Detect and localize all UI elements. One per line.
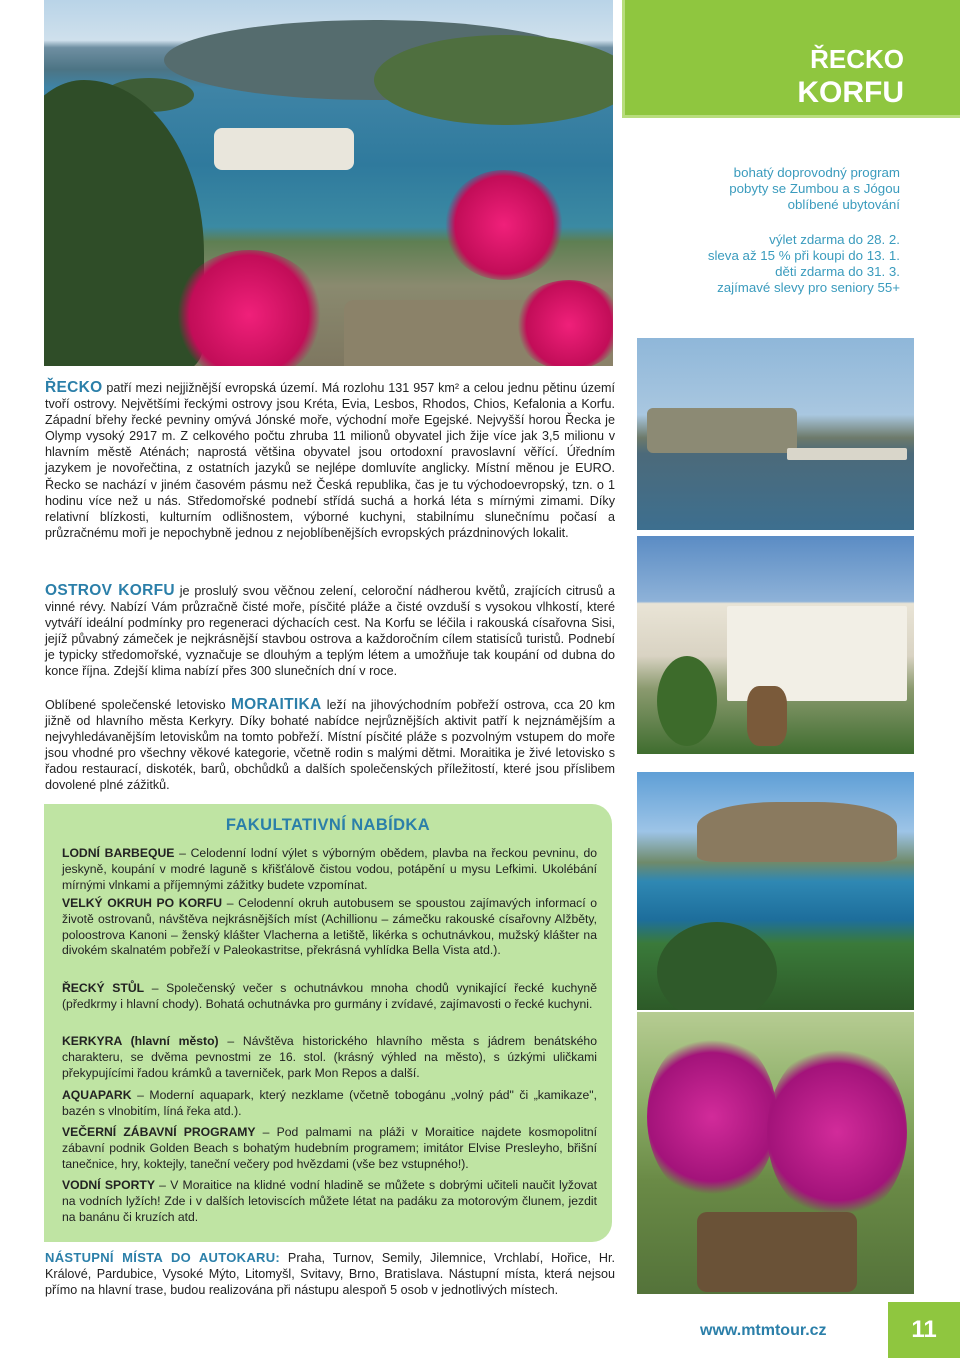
photo-bougainvillea-arches bbox=[637, 1012, 914, 1294]
offer-name: ŘECKÝ STŮL bbox=[62, 981, 145, 995]
monastery-islet bbox=[214, 128, 354, 170]
departure-text: Praha, Turnov, Semily, Jilemnice, Vrchlabí, Hořice, Hr. Králové, Pardubice, Vysoké Mýto, Litomyšl, Svitavy, Brno, Bratislava. Nástupní místa, která nejsou přímo na hlavní trase, budou realizována při nástupu alespoň 5 osob v jednotlivých místech. bbox=[45, 1251, 615, 1298]
deals-list bbox=[708, 232, 900, 296]
photo-achillion-palace bbox=[637, 536, 914, 754]
moraitika-lead: MORAITIKA bbox=[230, 696, 322, 713]
fortress-hill bbox=[697, 802, 897, 862]
bougainvillea-flowers bbox=[174, 250, 324, 366]
moraitika-paragraph bbox=[45, 697, 615, 794]
deal-item: děti zdarma do 31. 3. bbox=[775, 264, 900, 279]
offer-name: LODNÍ BARBEQUE bbox=[62, 846, 175, 860]
offer-text: – Návštěva historického hlavního města s jádrem benátského charakteru, se dvěma pevnostmi ze 16. stol. (krásný výhled na město), s úzkými uličkami překypujícími řadou krámků a taverniček, park Mon Repos a další. bbox=[62, 1034, 597, 1080]
photo-kerkyra-harbour bbox=[637, 338, 914, 530]
korfu-lead: OSTROV KORFU bbox=[45, 582, 175, 599]
deal-item: výlet zdarma do 28. 2. bbox=[769, 232, 900, 247]
deal-item: zajímavé slevy pro seniory 55+ bbox=[717, 280, 900, 295]
departure-lead: NÁSTUPNÍ MÍSTA DO AUTOKARU: bbox=[45, 1250, 281, 1265]
moraitika-text: leží na jihovýchodním pobřeží ostrova, cca 20 km jižně od hlavního města Kerkyry. Díky bohaté nabídce nejrůznějších aktivit patří k nejznámějším a nejvyhledávanějším letoviskům na tomto pobřeží. Místní písčité pláže s pozvolným vstupem do moře jsou vhodné pro všechny věkové kategorie, včetně rodin s malými dětmi. Moraitika je živé letovisko s řadou restaurací, diskoték, barů, obchůdků a dalších společenských příležitostí, které jsou příslibem dovolené plné zážitků. bbox=[45, 698, 615, 793]
intro-text: patří mezi nejjižnější evropská území. Má rozlohu 131 957 km² a celou jednu pětinu území tvoří ostrovy. Největšími řeckými ostrovy jsou Kréta, Evia, Lesbos, Rhodos, Chios, Kefalonia a Korfu. Západní břehy řecké pevniny omývá Jónské moře, východní moře Egejské. Nejvyšší horou Řecka je Olymp vysoký 2917 m. Z celkového počtu zhruba 11 milionů obyvatel jich žije více jak 3,5 milionu v hlavním městě Aténách; naprostá většina obyvatel jsou ortodoxní pravoslavní věřící. Úředním jazykem je novořečtina, z ostatních jazyků se nejlépe domluvíte anglicky. Místní měnou je EURO. Řecko se nachází v jiném časovém pásmu než Česká republika, čas je tu východoevropský, tzn. o 1 hodinu více než u nás. Středomořské podnebí střídá suchá a horká léta s mírnými zimami. Díky relativní blízkosti, kulturním odlišnostem, výborné kuchyni, stabilnímu slunečnímu počasí a průzračnému moři je nepochybně jednou z nejoblíbenějších evropských prázdninových lokalit. bbox=[45, 381, 615, 540]
features-list bbox=[729, 165, 900, 213]
intro-lead: ŘECKO bbox=[45, 379, 103, 396]
photo-old-fortress-with-palms bbox=[637, 772, 914, 1010]
offer-name: AQUAPARK bbox=[62, 1088, 132, 1102]
offer-text: – Celodenní lodní výlet s výborným obědem, plavba na řeckou pevninu, do jeskyně, koupání v modré laguně s křišťálově čistou vodou, potápění u mysu Lefkimi. Ukolébání mírnými vlnkami a příjemnými zážitky budete vzpomínat. bbox=[62, 846, 597, 892]
page-number: 11 bbox=[888, 1302, 960, 1358]
offer-text: – Pod palmami na pláži v Moraitice najdete kosmopolitní zábavní podnik Golden Beach s bohatým hudebním programem; imitátor Elvise Presleyho, břišní tanečnice, hry, koktejly, taneční večery pod hvězdami (vše bez vstupného!). bbox=[62, 1125, 597, 1171]
offer-name: KERKYRA (hlavní město) bbox=[62, 1034, 219, 1048]
offer-text: – Moderní aquapark, který nezklame (včetně tobogánu „volný pád" či „kamikaze", bazén s vlnobitím, líná řeka atd.). bbox=[62, 1088, 597, 1118]
korfu-text: je proslulý svou věčnou zelení, celoroční nádherou květů, zrajících citrusů a vinné révy. Nabízí Vám průzračně čisté moře, písčité pláže a čisté ovzduší s vysokou vlhkostí, které vytváří ideální podmínky pro regeneraci dýchacích cest. Na Korfu se léčila i rakouská císařovna Sisi, jejíž půvabný zámeček je nejkrásnější stavbou ostrova a každoročním cílem statisíců turistů. Podnebí je typicky středomořské, vyznačuje se dlouhým a teplým létem a umožňuje tak koupání od dubna do konce října. Zdejší klima nabízí přes 300 slunečních dní v roce. bbox=[45, 584, 615, 679]
bougainvillea-flowers bbox=[444, 170, 564, 280]
statue bbox=[747, 686, 787, 746]
flower-arch bbox=[767, 1042, 907, 1222]
offer-item bbox=[62, 1034, 597, 1081]
offer-text: – Společenský večer s ochutnávkou mnoha chodů vynikající řecké kuchyně (předkrmy i hlavní chody). Bohatá ochutnávka pro gurmány i zvídavé, zajímavosti o řecké kuchyni. bbox=[62, 981, 597, 1011]
green-headland bbox=[374, 35, 613, 125]
moraitika-intro: Oblíbené společenské letovisko bbox=[45, 698, 231, 712]
offer-item bbox=[62, 1088, 597, 1120]
optional-offers-panel bbox=[44, 804, 612, 1242]
offer-item bbox=[62, 1178, 597, 1225]
palm-trees bbox=[657, 656, 717, 746]
offer-item bbox=[62, 981, 597, 1013]
feature-item: pobyty se Zumbou a s Jógou bbox=[729, 181, 900, 196]
feature-item: bohatý doprovodný program bbox=[733, 165, 900, 180]
offer-text: – Celodenní okruh autobusem se spoustou zajímavých informací o životě ostrovanů, návštěva nejkrásnějších míst (Achillionu – zámečku rakouské císařovny Alžběty, poloostrova Kanoni – ženský klášter Vlacherna a letiště, likérka s ochutnávkou, mužský klášter na divokém skalnatém pobřeží v Paleokastritse, překrásná vyhlídka Bella Vista atd.). bbox=[62, 896, 598, 958]
fortress bbox=[647, 408, 797, 453]
region-title: KORFU bbox=[797, 76, 904, 109]
intro-paragraph bbox=[45, 380, 615, 541]
country-title: ŘECKO bbox=[810, 44, 904, 74]
offer-name: VODNÍ SPORTY bbox=[62, 1178, 155, 1192]
offer-item bbox=[62, 896, 597, 959]
destination-title-box bbox=[622, 0, 960, 118]
palm-tree bbox=[657, 922, 777, 1010]
korfu-paragraph bbox=[45, 583, 615, 680]
offer-name: VEČERNÍ ZÁBAVNÍ PROGRAMY bbox=[62, 1125, 256, 1139]
deal-item: sleva až 15 % při koupi do 13. 1. bbox=[707, 248, 900, 263]
bougainvillea-flowers bbox=[514, 280, 613, 366]
panel-title: FAKULTATIVNÍ NABÍDKA bbox=[225, 816, 431, 834]
path bbox=[697, 1212, 857, 1292]
departure-places bbox=[45, 1250, 615, 1298]
offer-text: – V Moraitice na klidné vodní hladině se můžete s dobrými učiteli naučit lyžovat na vodních lyžích! Zde i v dalších letoviscích můžete létat na padáku za motorovým člunem, jezdit na banánu či kruzích atd. bbox=[62, 1178, 597, 1224]
offer-item bbox=[62, 1125, 597, 1172]
offer-item bbox=[62, 846, 597, 893]
website-url[interactable]: www.mtmtour.cz bbox=[700, 1322, 827, 1339]
offer-name: VELKÝ OKRUH PO KORFU bbox=[62, 896, 223, 910]
pier bbox=[787, 448, 907, 460]
hero-photo-corfu-bay bbox=[44, 0, 613, 366]
feature-item: oblíbené ubytování bbox=[787, 197, 900, 212]
flower-arch bbox=[647, 1032, 777, 1202]
